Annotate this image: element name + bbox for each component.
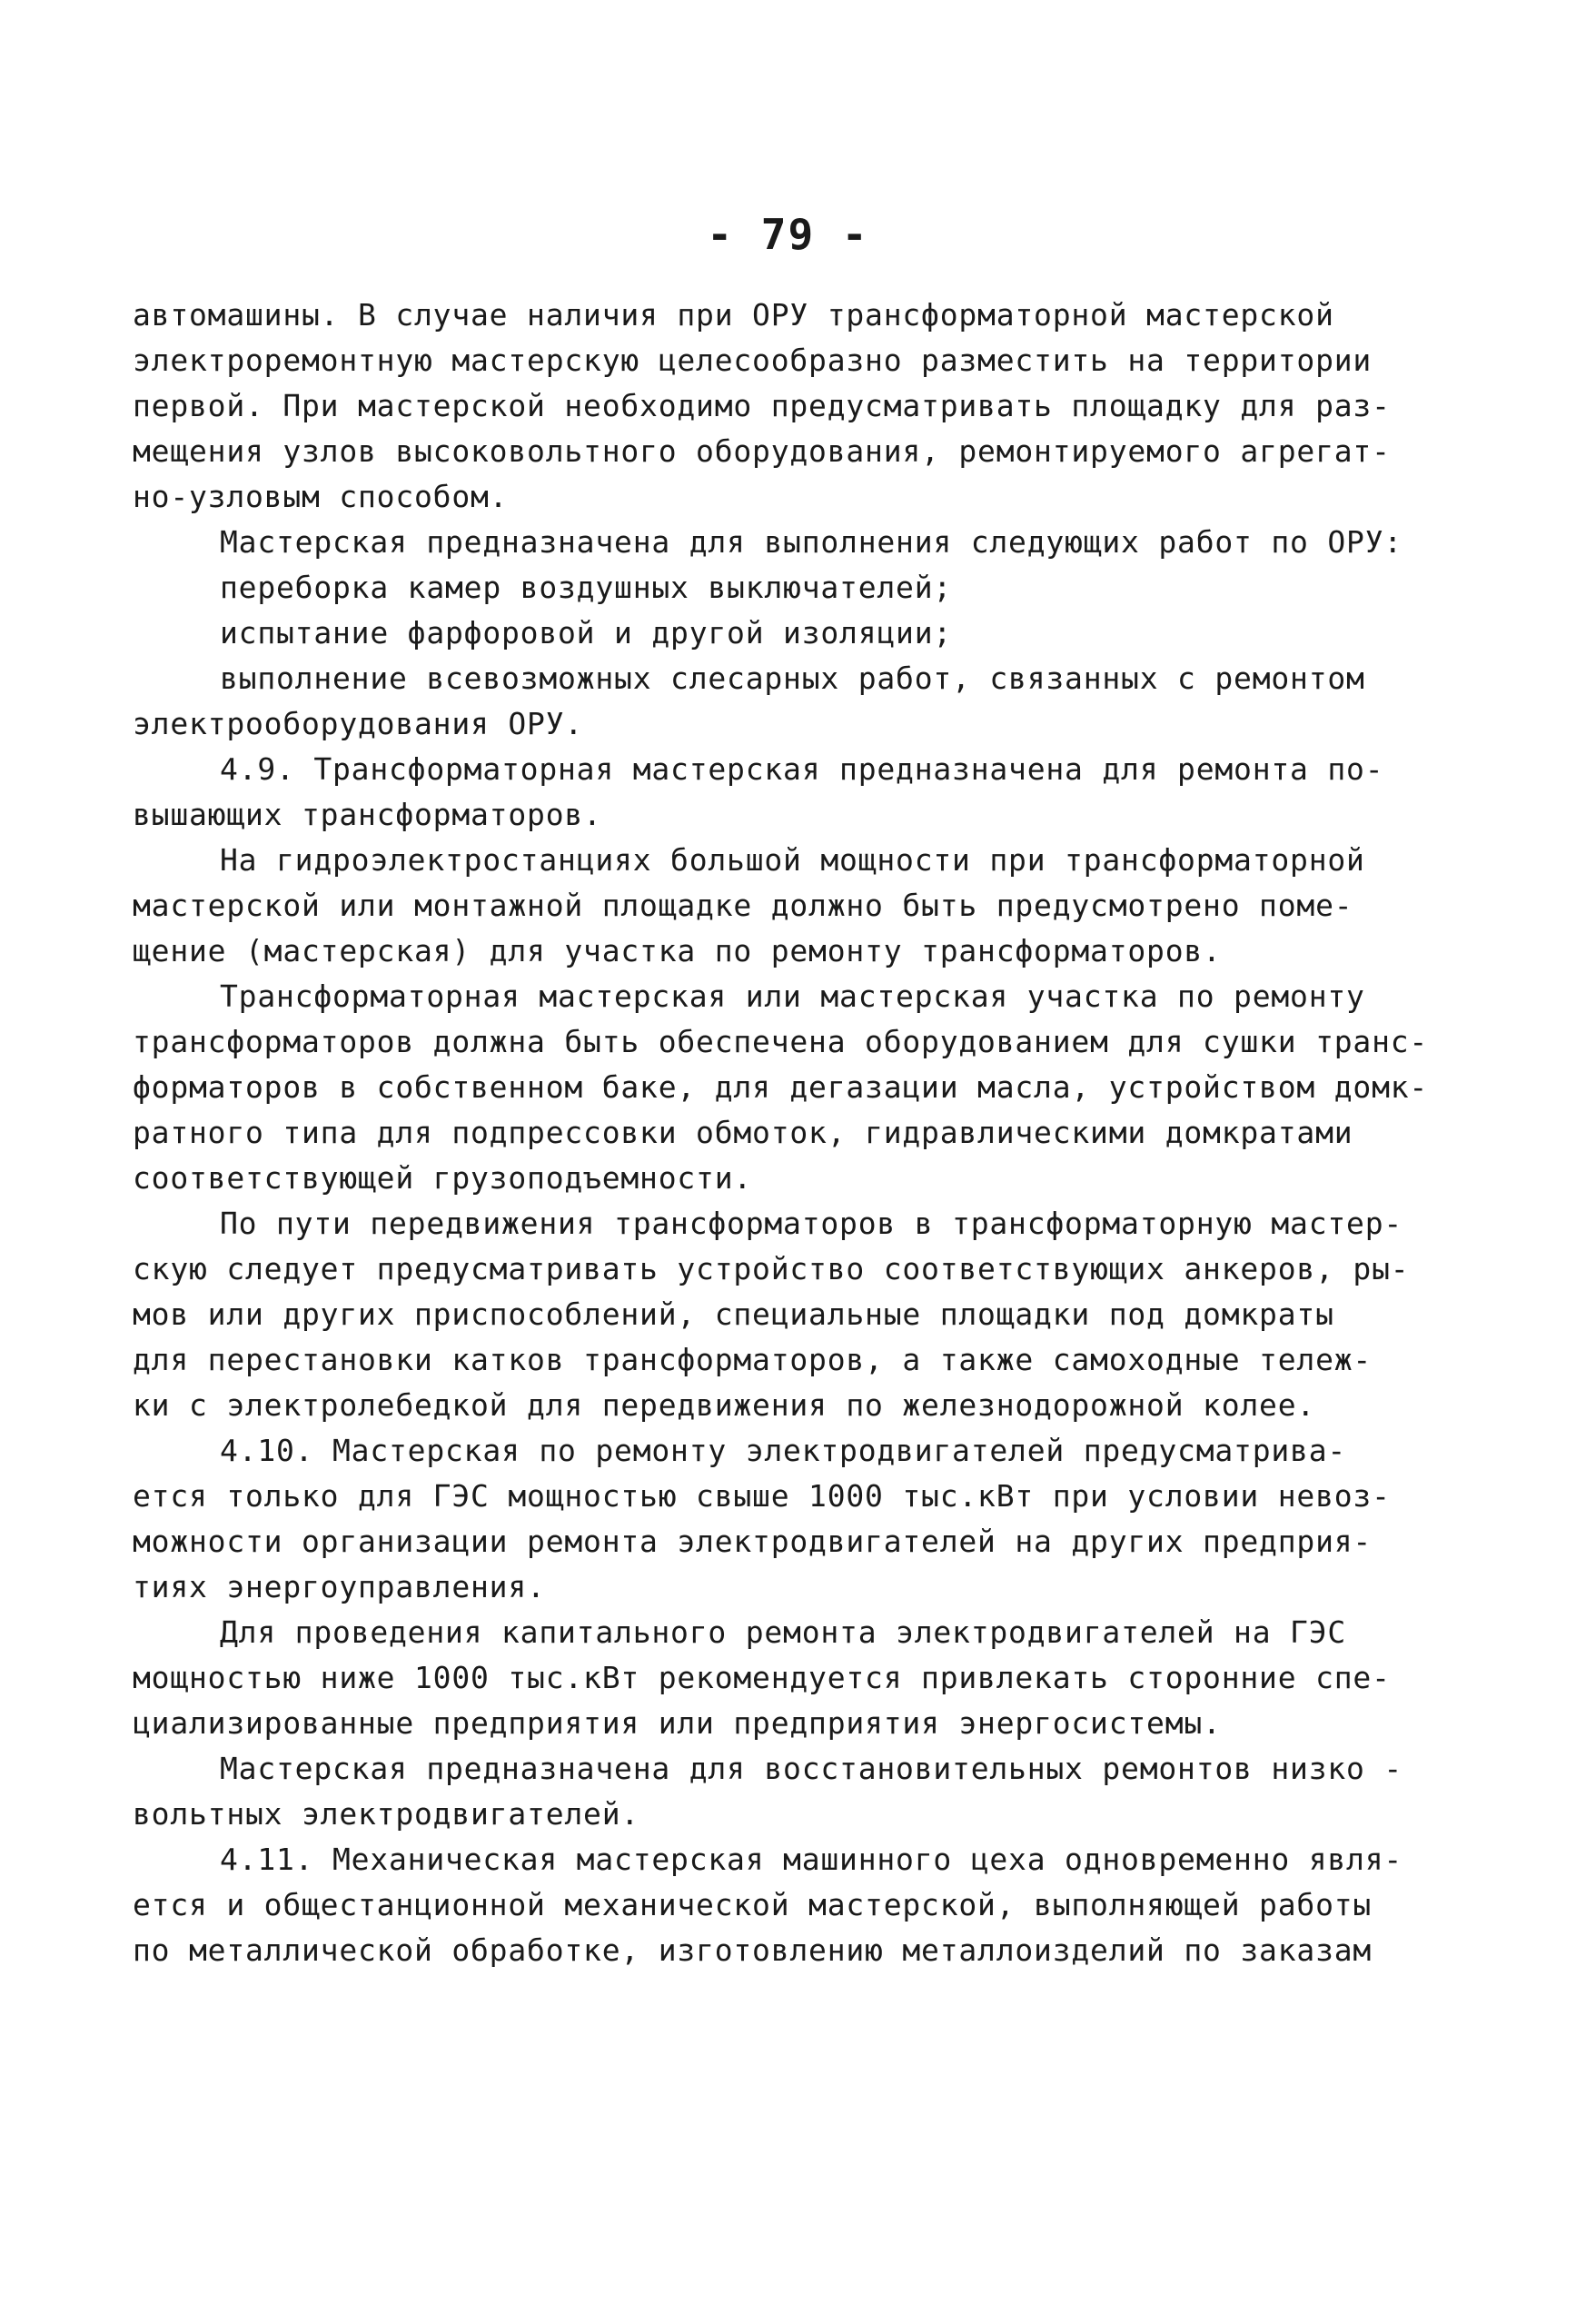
text-line: 4.10. Мастерская по ремонту электродвигателей предусматрива- — [220, 1433, 1347, 1468]
page-number: - 79 - — [707, 210, 869, 259]
text-line: ратного типа для подпрессовки обмоток, гидравлическими домкратами — [133, 1115, 1353, 1150]
text-line: можности организации ремонта электродвигателей на других предприя- — [133, 1524, 1373, 1559]
text-line: Мастерская предназначена для восстановительных ремонтов низко - — [220, 1751, 1403, 1786]
text-line: По пути передвижения трансформаторов в трансформаторную мастер- — [220, 1206, 1403, 1241]
text-line: по металлической обработке, изготовлению металлоизделий по заказам — [133, 1932, 1373, 1968]
text-line: Трансформаторная мастерская или мастерская участка по ремонту — [220, 978, 1365, 1014]
text-line: мощностью ниже 1000 тыс.кВт рекомендуется привлекать сторонние спе- — [133, 1660, 1391, 1695]
text-line: скую следует предусматривать устройство соответствующих анкеров, ры- — [133, 1251, 1410, 1286]
text-line: трансформаторов должна быть обеспечена оборудованием для сушки транс- — [133, 1024, 1429, 1059]
text-line: Для проведения капитального ремонта электродвигателей на ГЭС — [220, 1614, 1347, 1650]
text-line: электроремонтную мастерскую целесообразно разместить на территории — [133, 343, 1373, 378]
text-line: 4.9. Трансформаторная мастерская предназначена для ремонта по- — [220, 751, 1384, 787]
text-line: мещения узлов высоковольтного оборудования, ремонтируемого агрегат- — [133, 433, 1391, 469]
text-line: Мастерская предназначена для выполнения следующих работ по ОРУ: — [220, 524, 1403, 560]
text-line: выполнение всевозможных слесарных работ, связанных с ремонтом — [220, 660, 1365, 696]
text-line: вышающих трансформаторов. — [133, 797, 602, 832]
text-line: циализированные предприятия или предприятия энергосистемы. — [133, 1705, 1222, 1741]
text-line: тиях энергоуправления. — [133, 1569, 546, 1604]
text-line: ки с электролебедкой для передвижения по железнодорожной колее. — [133, 1387, 1316, 1423]
text-line: для перестановки катков трансформаторов, а также самоходные тележ- — [133, 1342, 1373, 1377]
text-line: переборка камер воздушных выключателей; — [220, 570, 953, 605]
text-line: форматоров в собственном баке, для дегазации масла, устройством домк- — [133, 1069, 1429, 1105]
text-line: 4.11. Механическая мастерская машинного цеха одновременно явля- — [220, 1842, 1403, 1877]
text-line: мастерской или монтажной площадке должно быть предусмотрено поме- — [133, 888, 1353, 923]
text-line: первой. При мастерской необходимо предусматривать площадку для раз- — [133, 388, 1391, 423]
text-line: электрооборудования ОРУ. — [133, 706, 584, 741]
text-line: автомашины. В случае наличия при ОРУ трансформаторной мастерской — [133, 297, 1334, 333]
text-line: щение (мастерская) для участка по ремонту трансформаторов. — [133, 933, 1222, 968]
text-line: На гидроэлектростанциях большой мощности при трансформаторной — [220, 842, 1365, 878]
text-line: соответствующей грузоподъемности. — [133, 1160, 753, 1196]
text-line: ется только для ГЭС мощностью свыше 1000 тыс.кВт при условии невоз- — [133, 1478, 1391, 1514]
text-line: ется и общестанционной механической мастерской, выполняющей работы — [133, 1887, 1373, 1922]
text-line: вольтных электродвигателей. — [133, 1796, 640, 1832]
text-line: но-узловым способом. — [133, 479, 509, 514]
text-line: мов или других приспособлений, специальные площадки под домкраты — [133, 1296, 1334, 1332]
text-line: испытание фарфоровой и другой изоляции; — [220, 615, 953, 651]
